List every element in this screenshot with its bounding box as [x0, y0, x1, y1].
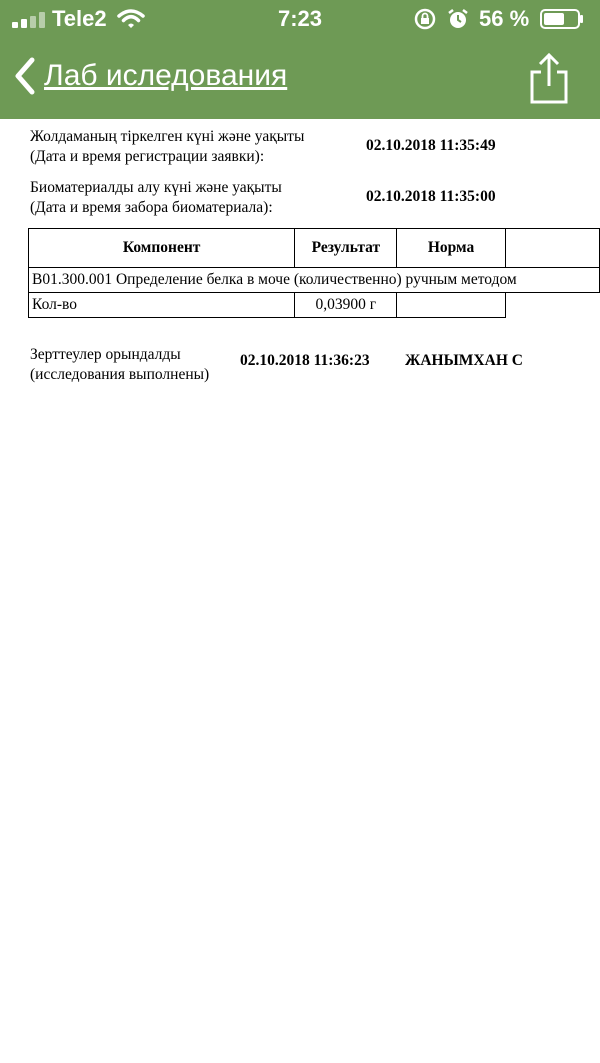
registration-datetime: 02.10.2018 11:35:49 [366, 137, 496, 154]
completed-datetime: 02.10.2018 11:36:23 [240, 352, 370, 369]
method-row [29, 268, 600, 293]
registration-row [30, 127, 496, 167]
back-button[interactable] [14, 56, 287, 96]
table-header-row [29, 229, 600, 268]
app-header [0, 0, 600, 119]
registration-label-ru: (Дата и время регистрации заявки): [30, 148, 265, 165]
row-empty [505, 293, 599, 318]
collection-label-ru: (Дата и время забора биоматериала): [30, 199, 273, 216]
registration-label-kz: Жолдаманың тіркелген күні және уақыты [30, 128, 305, 145]
collection-row [30, 178, 496, 218]
back-label: Лаб иследования [44, 59, 288, 92]
navigation-bar [0, 38, 600, 119]
table-row [29, 293, 600, 318]
status-bar [0, 0, 600, 38]
collection-datetime: 02.10.2018 11:35:00 [366, 188, 496, 205]
row-result: 0,03900 г [295, 293, 397, 318]
battery-icon [540, 9, 584, 29]
method-name: B01.300.001 Определение белка в моче (количественно) ручным методом [29, 268, 600, 293]
completed-row [30, 345, 523, 385]
completed-label-kz: Зерттеулер орындалды [30, 346, 181, 363]
header-norm: Норма [397, 229, 505, 268]
header-result: Результат [295, 229, 397, 268]
rotation-lock-icon [414, 8, 436, 30]
share-icon[interactable] [526, 52, 572, 106]
clock: 7:23 [277, 6, 323, 31]
header-extra [505, 229, 599, 268]
chevron-left-icon [14, 56, 36, 96]
carrier-name: Tele2 [52, 6, 107, 31]
header-component: Компонент [29, 229, 295, 268]
row-norm [397, 293, 505, 318]
alarm-icon [447, 8, 469, 30]
completed-label-ru: (исследования выполнены) [30, 366, 210, 383]
collection-label-kz: Биоматериалды алу күні және уақыты [30, 179, 282, 196]
performer-name: ЖАНЫМХАН С [405, 352, 523, 369]
battery-percent: 56 % [479, 6, 530, 31]
results-table [28, 228, 600, 318]
row-component: Кол-во [29, 293, 295, 318]
